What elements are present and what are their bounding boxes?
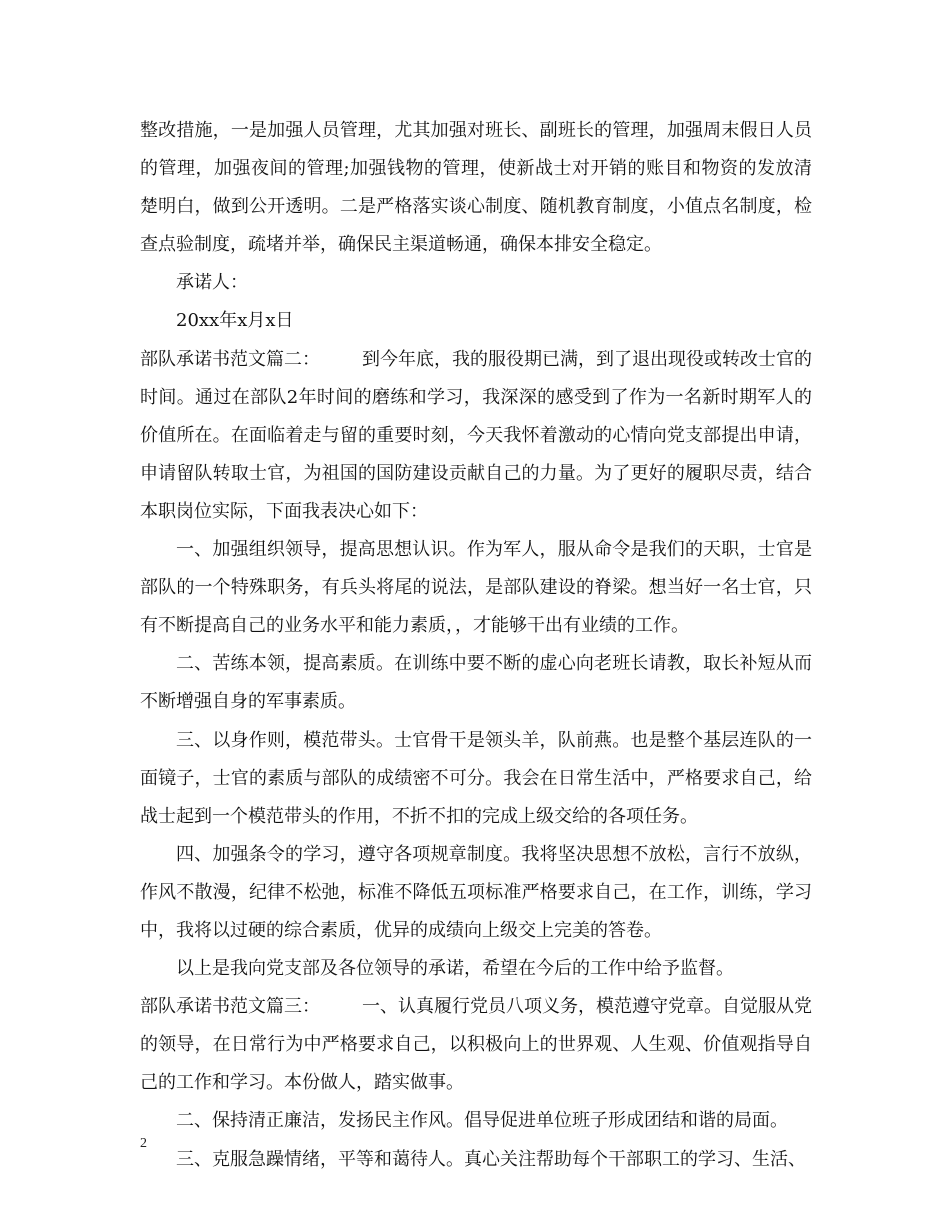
section-heading-sample-three: 部队承诺书范文篇三： (140, 996, 320, 1018)
paragraph-item-one: 一、加强组织领导，提高思想认识。作为军人，服从命令是我们的天职，士官是部队的一个特殊职务，有兵头将尾的说法，是部队建设的脊梁。想当好一名士官，只有不断提高自己的业务水平和能力素质，，才能够干出有业绩的工作。 (140, 539, 812, 637)
paragraph-date: 20xx年x月x日 (176, 310, 294, 332)
paragraph-promisor-label: 承诺人： (176, 272, 248, 294)
paragraph-rectification-measures: 整改措施，一是加强人员管理，尤其加强对班长、副班长的管理，加强周末假日人员的管理，加强夜间的管理;加强钱物的管理，使新战士对开销的账目和物资的发放清楚明白，做到公开透明。二是严格落实谈心制度、随机教育制度，小值点名制度，检查点验制度，疏堵并举，确保民主渠道畅通，确保本排安全稳定。 (140, 120, 812, 256)
section-heading-sample-two: 部队承诺书范文篇二： (140, 348, 320, 370)
section-text-sample-three: 一、认真履行党员八项义务，模范遵守党章。自觉服从党的领导，在日常行为中严格要求自己，以积极向上的世界观、人生观、价值观指导自己的工作和学习。本份做人，踏实做事。 (140, 996, 812, 1094)
paragraph-item-three: 三、以身作则，模范带头。士官骨干是领头羊，队前燕。也是整个基层连队的一面镜子，士官的素质与部队的成绩密不可分。我会在日常生活中，严格要求自己，给战士起到一个模范带头的作用，不折不扣的完成上级交给的各项任务。 (140, 729, 812, 827)
paragraph-patience: 三、克服急躁情绪，平等和蔼待人。真心关注帮助每个干部职工的学习、生活、 (176, 1148, 806, 1170)
paragraph-commitment-summary: 以上是我向党支部及各位领导的承诺，希望在今后的工作中给予监督。 (176, 958, 734, 980)
document-body (140, 112, 812, 1179)
section-text-sample-two: 到今年底，我的服役期已满，到了退出现役或转改士官的时间。通过在部队2年时间的磨练和学习，我深深的感受到了作为一名新时期军人的价值所在。在面临着走与留的重要时刻，今天我怀着激动的心情向党支部提出申请，申请留队转取士官，为祖国的国防建设贡献自己的力量。为了更好的履职尽责，结合本职岗位实际，下面我表决心如下： (140, 348, 812, 522)
page-number: 2 (140, 1136, 147, 1151)
paragraph-item-four: 四、加强条令的学习，遵守各项规章制度。我将坚决思想不放松，言行不放纵，作风不散漫，纪律不松弛，标准不降低五项标准严格要求自己，在工作，训练，学习中，我将以过硬的综合素质，优异的成绩向上级交上完美的答卷。 (140, 843, 812, 941)
paragraph-sample-two (140, 341, 812, 531)
paragraph-sample-three (140, 988, 812, 1102)
paragraph-integrity: 二、保持清正廉洁，发扬民主作风。倡导促进单位班子形成团结和谐的局面。 (176, 1110, 788, 1132)
paragraph-item-two: 二、苦练本领，提高素质。在训练中要不断的虚心向老班长请教，取长补短从而不断增强自身的军事素质。 (140, 653, 812, 713)
